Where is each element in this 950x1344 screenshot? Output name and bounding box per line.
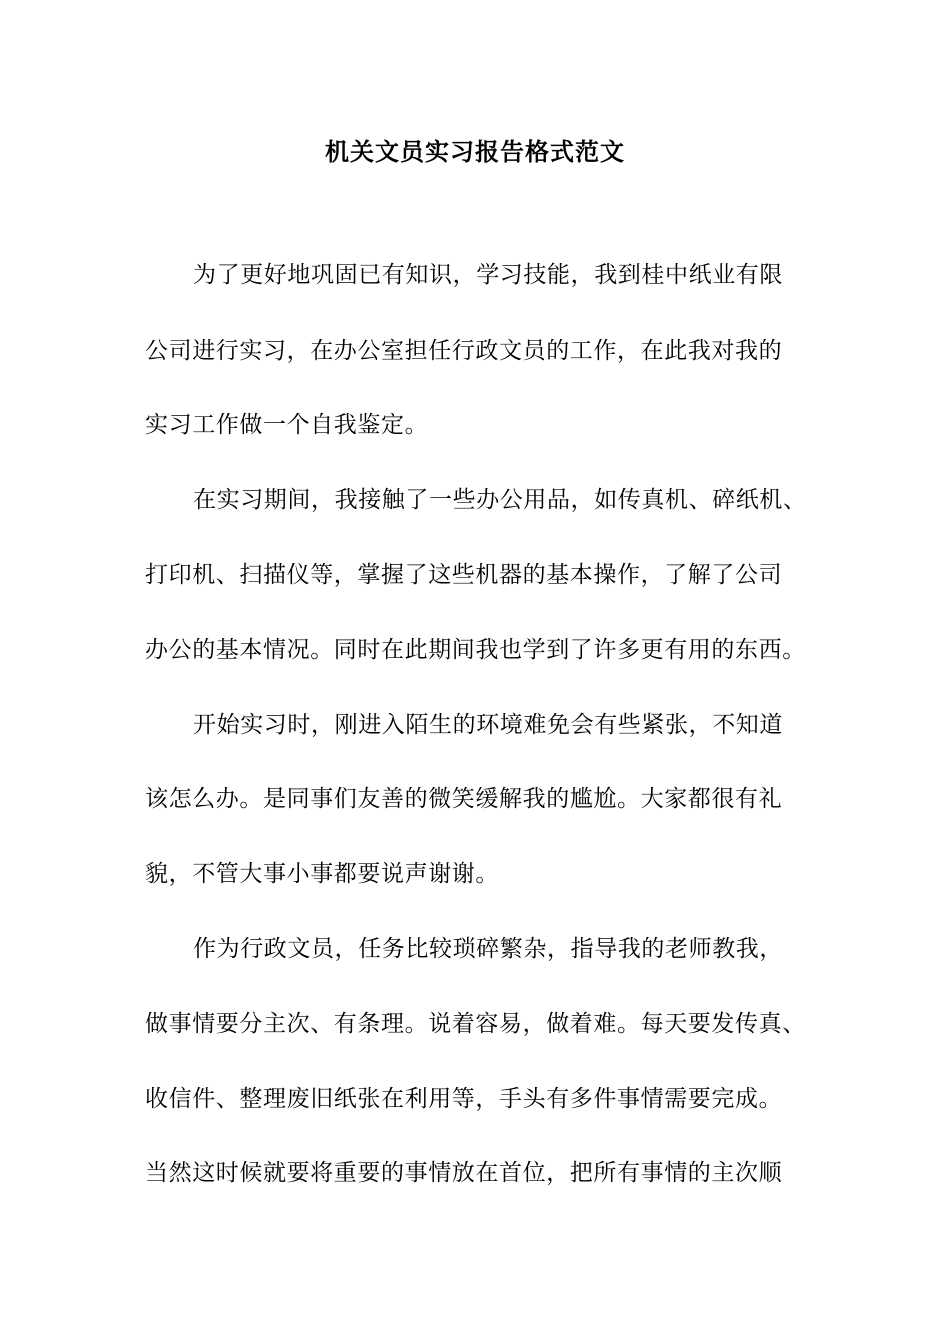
paragraph-4-line-4: 当然这时候就要将重要的事情放在首位，把所有事情的主次顺: [145, 1160, 783, 1186]
paragraph-4-line-2: 做事情要分主次、有条理。说着容易，做着难。每天要发传真、: [145, 1011, 806, 1037]
paragraph-2-line-2: 打印机、扫描仪等，掌握了这些机器的基本操作，了解了公司: [145, 562, 783, 588]
paragraph-4-line-1: 作为行政文员，任务比较琐碎繁杂，指导我的老师教我，: [193, 936, 783, 962]
paragraph-3-line-2: 该怎么办。是同事们友善的微笑缓解我的尴尬。大家都很有礼: [145, 786, 783, 812]
paragraph-1-line-2: 公司进行实习，在办公室担任行政文员的工作，在此我对我的: [145, 338, 783, 364]
paragraph-4-line-3: 收信件、整理废旧纸张在利用等，手头有多件事情需要完成。: [145, 1086, 783, 1112]
paragraph-3-line-3: 貌，不管大事小事都要说声谢谢。: [145, 861, 499, 887]
paragraph-2-line-1: 在实习期间，我接触了一些办公用品，如传真机、碎纸机、: [193, 487, 807, 513]
paragraph-1-line-3: 实习工作做一个自我鉴定。: [145, 412, 429, 438]
document-title: 机关文员实习报告格式范文: [325, 137, 625, 166]
paragraph-1-line-1: 为了更好地巩固已有知识，学习技能，我到桂中纸业有限: [193, 262, 783, 288]
paragraph-2-line-3: 办公的基本情况。同时在此期间我也学到了许多更有用的东西。: [145, 637, 806, 663]
paragraph-3-line-1: 开始实习时，刚进入陌生的环境难免会有些紧张，不知道: [193, 712, 783, 738]
